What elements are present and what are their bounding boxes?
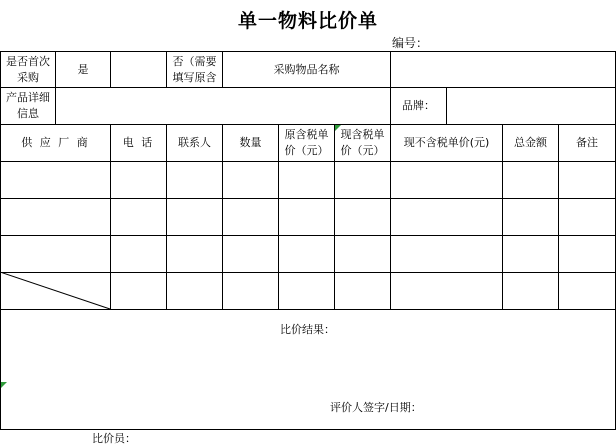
header-quantity: 数量	[239, 136, 262, 149]
item-name-field[interactable]	[391, 52, 615, 87]
header-phone: 电 话	[122, 136, 155, 149]
header-total: 总金额	[514, 136, 547, 149]
header-supplier: 供 应 厂 商	[21, 136, 90, 149]
product-detail-field[interactable]	[56, 88, 390, 124]
first-purchase-label: 是否首次采购	[6, 54, 50, 84]
comment-marker-icon	[1, 382, 7, 388]
serial-number-label: 编号：	[392, 36, 429, 50]
yes-label: 是	[77, 62, 89, 76]
header-remark: 备注	[576, 136, 598, 149]
result-label: 比价结果：	[280, 323, 335, 336]
no-note-label: 否（需要填写原含	[172, 54, 217, 84]
item-name-label: 采购物品名称	[273, 62, 340, 76]
product-detail-label: 产品详细信息	[6, 91, 50, 120]
brand-label: 品牌：	[402, 99, 435, 112]
header-net-price: 现不含税单价(元)	[403, 136, 490, 149]
header-contact: 联系人	[178, 136, 211, 149]
diagonal-line	[0, 272, 111, 310]
yes-checkbox-cell[interactable]	[111, 52, 166, 87]
comparer-label: 比价员：	[92, 432, 136, 445]
evaluator-signature-label: 评价人签字/日期：	[330, 401, 422, 414]
header-current-price: 现含税单价（元）	[340, 128, 385, 157]
brand-field[interactable]	[447, 88, 615, 124]
comment-marker-icon	[335, 125, 341, 131]
page-title: 单一物料比价单	[237, 10, 378, 32]
header-original-price: 原含税单价（元）	[284, 128, 329, 157]
